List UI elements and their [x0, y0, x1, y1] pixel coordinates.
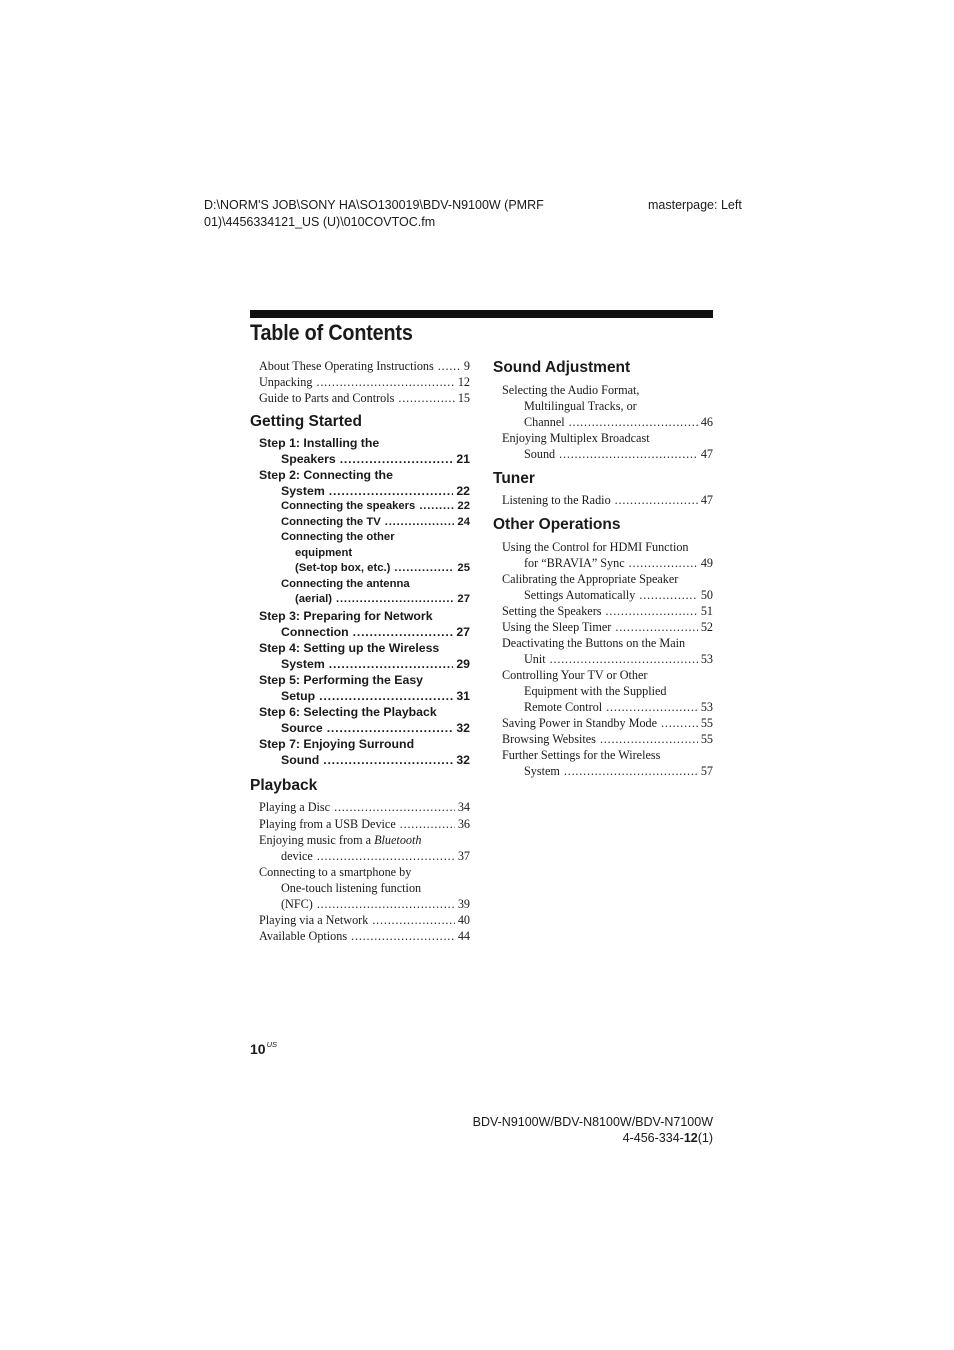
model-info-footer: [473, 1114, 713, 1146]
page-number: 12: [457, 375, 470, 389]
section-heading-other-operations: Other Operations: [493, 516, 621, 533]
file-path-line-2: 01)\4456334121_US (U)\010COVTOC.fm: [204, 215, 436, 229]
toc-subentry[interactable]: Connecting the antenna (aerial) ..... 27: [250, 577, 470, 608]
model-numbers: BDV-N9100W/BDV-N8100W/BDV-N7100W: [472, 1115, 713, 1129]
toc-entry[interactable]: Further Settings for the Wireless System ..... 57: [493, 747, 713, 779]
toc-right-column: [493, 358, 713, 779]
page-number: 47: [700, 447, 713, 461]
page-number: 55: [700, 716, 713, 730]
toc-entry[interactable]: Step 2: Connecting the System ..... 22: [250, 467, 470, 499]
toc-entry[interactable]: Selecting the Audio Format, Multilingual Tracks, or Channel ..... 46: [493, 382, 713, 430]
toc-entry[interactable]: Step 3: Preparing for Network Connection ..... 27: [250, 608, 470, 640]
toc-entry[interactable]: Saving Power in Standby Mode ..... 55: [493, 715, 713, 731]
toc-entry[interactable]: Browsing Websites ..... 55: [493, 731, 713, 747]
file-path-line-1: D:\NORM'S JOB\SONY HA\SO130019\BDV-N9100W (PMRF: [204, 198, 544, 212]
toc-entry[interactable]: Step 7: Enjoying Surround Sound ..... 32: [250, 736, 470, 768]
page-number: 57: [700, 764, 713, 778]
toc-entry[interactable]: Step 4: Setting up the Wireless System ..... 29: [250, 640, 470, 672]
page-number: 29: [456, 656, 470, 671]
section-heading-sound-adjustment: Sound Adjustment: [493, 359, 631, 376]
toc-entry[interactable]: About These Operating Instructions ..... 9: [259, 358, 470, 374]
toc-entry[interactable]: Unpacking ..... 12: [259, 374, 470, 390]
document-code: 4-456-334-12(1): [622, 1131, 713, 1145]
page-number: 51: [700, 604, 713, 618]
footer-page-number: 10: [250, 1041, 266, 1057]
page-number: 32: [456, 720, 470, 735]
toc-getting-started-list: [250, 435, 470, 768]
page-number: 53: [700, 652, 713, 666]
section-heading-getting-started: Getting Started: [250, 413, 362, 430]
page-number: 25: [457, 562, 470, 574]
page-number-footer: [250, 1040, 277, 1057]
toc-playback-list: [250, 799, 470, 944]
toc-entry[interactable]: Available Options ..... 44: [250, 928, 470, 944]
page-number: 34: [457, 799, 470, 814]
bluetooth-italic-text: Bluetooth: [374, 832, 422, 847]
page-number: 24: [457, 515, 470, 528]
section-heading-tuner: Tuner: [493, 470, 535, 487]
toc-entry[interactable]: Enjoying Multiplex Broadcast Sound ..... 47: [493, 430, 713, 462]
page-title: Table of Contents: [250, 320, 413, 345]
page-number: 27: [456, 624, 470, 639]
page-number: 52: [700, 620, 713, 634]
page-number: 46: [700, 415, 713, 429]
toc-other-operations-list: [493, 539, 713, 779]
page-number: 53: [700, 700, 713, 714]
page-number: 40: [457, 912, 470, 927]
page-number: 44: [457, 928, 470, 943]
toc-entry[interactable]: Listening to the Radio ..... 47: [493, 492, 713, 508]
toc-entry[interactable]: Connecting to a smartphone by One-touch listening function (NFC) ..... 39: [250, 864, 470, 912]
toc-entry[interactable]: Deactivating the Buttons on the Main Unit ..... 53: [493, 635, 713, 667]
page-number: 22: [456, 484, 470, 498]
toc-subentry[interactable]: Connecting the speakers ..... 22: [250, 499, 470, 515]
toc-entry[interactable]: Using the Sleep Timer ..... 52: [493, 619, 713, 635]
toc-subentry[interactable]: Connecting the other equipment (Set-top box, etc.) ..... 25: [250, 530, 470, 577]
toc-entry[interactable]: Step 6: Selecting the Playback Source ..... 32: [250, 704, 470, 736]
toc-subentry[interactable]: Connecting the TV ..... 24: [250, 515, 470, 531]
footer-page-suffix: US: [266, 1040, 277, 1049]
toc-entry[interactable]: Playing from a USB Device ..... 36: [250, 816, 470, 832]
title-rule: [250, 310, 713, 318]
page-number: 37: [457, 848, 470, 863]
page-number: 22: [457, 500, 470, 512]
section-heading-playback: Playback: [250, 776, 318, 794]
page-number: 27: [457, 593, 470, 605]
toc-tuner-list: [493, 492, 713, 508]
page-number: 15: [457, 391, 470, 405]
toc-left-column: [250, 358, 470, 944]
page-number: 31: [456, 688, 470, 703]
page-number: 47: [700, 493, 713, 507]
toc-entry[interactable]: Controlling Your TV or Other Equipment with the Supplied Remote Control ..... 53: [493, 667, 713, 715]
page-number: 55: [700, 732, 713, 746]
toc-entry[interactable]: Playing via a Network ..... 40: [250, 912, 470, 928]
toc-entry[interactable]: Enjoying music from a Bluetooth device ..... 37: [250, 832, 470, 864]
page-number: 50: [700, 588, 713, 602]
page-number: 39: [457, 896, 470, 911]
file-path-header: [204, 197, 544, 231]
toc-entry[interactable]: Playing a Disc ..... 34: [250, 799, 470, 815]
toc-intro-list: [250, 358, 470, 406]
toc-entry[interactable]: Using the Control for HDMI Function for “BRAVIA” Sync ..... 49: [493, 539, 713, 571]
toc-entry[interactable]: Step 5: Performing the Easy Setup ..... 31: [250, 672, 470, 704]
page-number: 32: [456, 752, 470, 767]
page-number: 21: [456, 452, 470, 466]
toc-entry[interactable]: Step 1: Installing the Speakers ..... 21: [250, 435, 470, 467]
toc-entry[interactable]: Guide to Parts and Controls ..... 15: [259, 390, 470, 406]
page-number: 36: [457, 816, 470, 831]
toc-sound-adjustment-list: [493, 382, 713, 462]
masterpage-label: masterpage: Left: [648, 198, 742, 212]
page-number: 49: [700, 556, 713, 570]
page-number: 9: [463, 359, 470, 373]
toc-entry[interactable]: Calibrating the Appropriate Speaker Settings Automatically ..... 50: [493, 571, 713, 603]
toc-entry[interactable]: Setting the Speakers ..... 51: [493, 603, 713, 619]
